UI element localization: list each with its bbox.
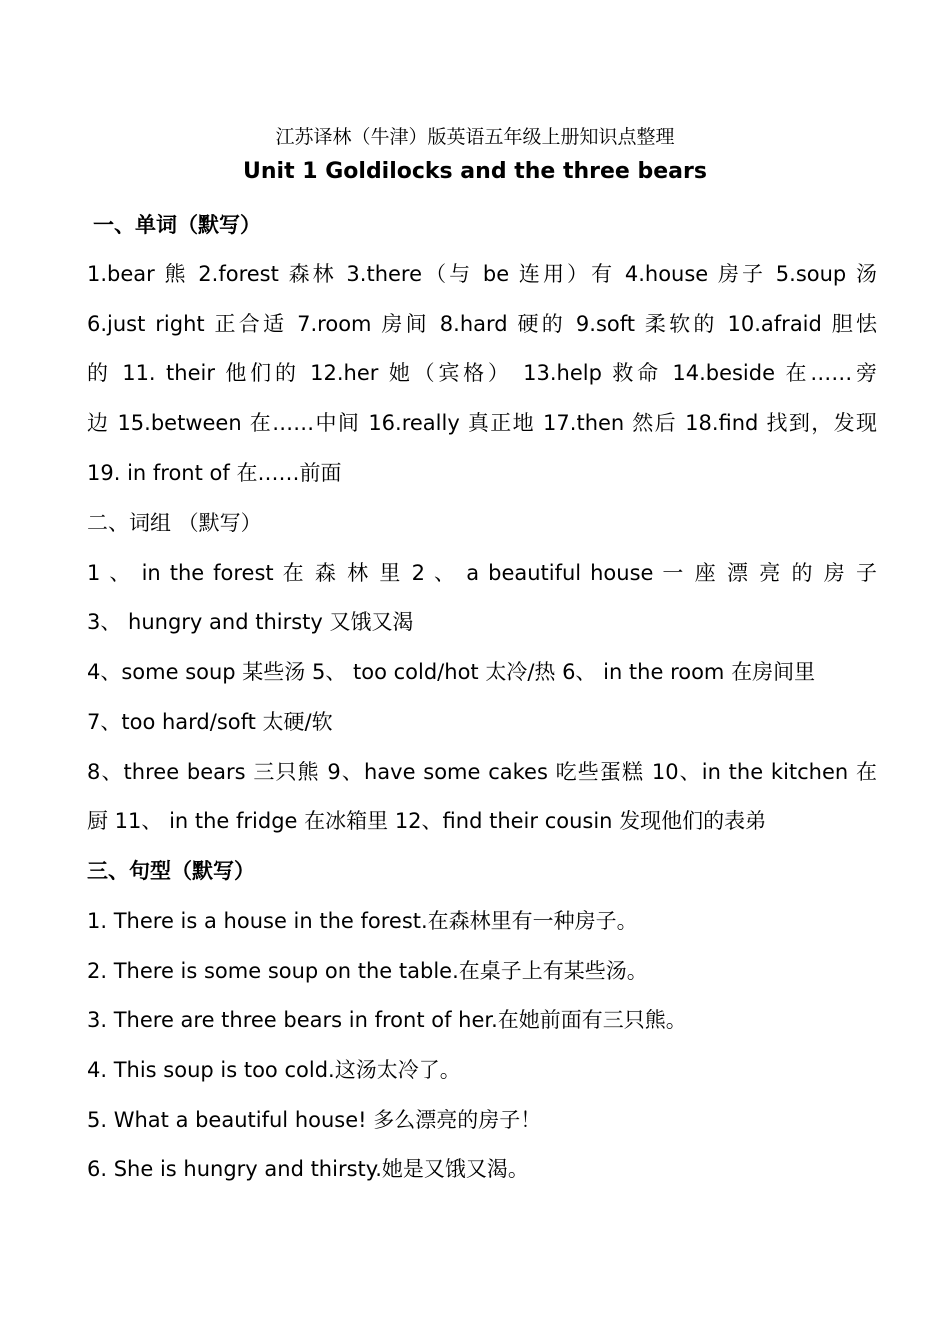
phrases-line-6: 厨 11、 in the fridge 在冰箱里 12、find their cousin 发现他们的表弟 [87, 809, 767, 833]
document-title: 江苏译林（牛津）版英语五年级上册知识点整理 [275, 126, 675, 148]
phrases-line-2: 3、 hungry and thirsty 又饿又渴 [87, 610, 414, 634]
words-line-1: 1.bear 熊 2.forest 森林 3.there（与 be 连用）有 4.house 房子 5.soup 汤 [87, 262, 877, 286]
sentence-6: 6. She is hungry and thirsty.她是又饿又渴。 [87, 1157, 529, 1181]
words-line-5: 19. in front of 在……前面 [87, 461, 342, 485]
sentence-2: 2. There is some soup on the table.在桌子上有某些汤。 [87, 959, 648, 983]
phrases-line-1: 1 、 in the forest 在 森 林 里 2 、 a beautiful house 一 座 漂 亮 的 房 子 [87, 561, 877, 585]
phrases-line-3: 4、some soup 某些汤 5、 too cold/hot 太冷/热 6、 in the room 在房间里 [87, 660, 816, 684]
phrases-heading: 二、词组 （默写） [87, 511, 262, 535]
words-heading: 一、单词（默写） [93, 213, 261, 237]
phrases-line-5: 8、three bears 三只熊 9、have some cakes 吃些蛋糕 10、in the kitchen 在 [87, 760, 877, 784]
words-line-2: 6.just right 正合适 7.room 房间 8.hard 硬的 9.soft 柔软的 10.afraid 胆怯 [87, 312, 877, 336]
sentence-4: 4. This soup is too cold.这汤太冷了。 [87, 1058, 461, 1082]
phrases-line-4: 7、too hard/soft 太硬/软 [87, 710, 333, 734]
sentences-heading: 三、句型（默写） [87, 859, 255, 883]
words-line-4: 边 15.between 在……中间 16.really 真正地 17.then 然后 18.find 找到，发现 [87, 411, 877, 435]
words-line-3: 的 11. their 他们的 12.her 她（宾格） 13.help 救命 14.beside 在……旁 [87, 361, 877, 385]
unit-title: Unit 1 Goldilocks and the three bears [243, 159, 707, 184]
sentence-1: 1. There is a house in the forest.在森林里有一种房子。 [87, 909, 638, 933]
sentence-3: 3. There are three bears in front of her.在她前面有三只熊。 [87, 1008, 687, 1032]
sentence-5: 5. What a beautiful house! 多么漂亮的房子！ [87, 1108, 542, 1132]
